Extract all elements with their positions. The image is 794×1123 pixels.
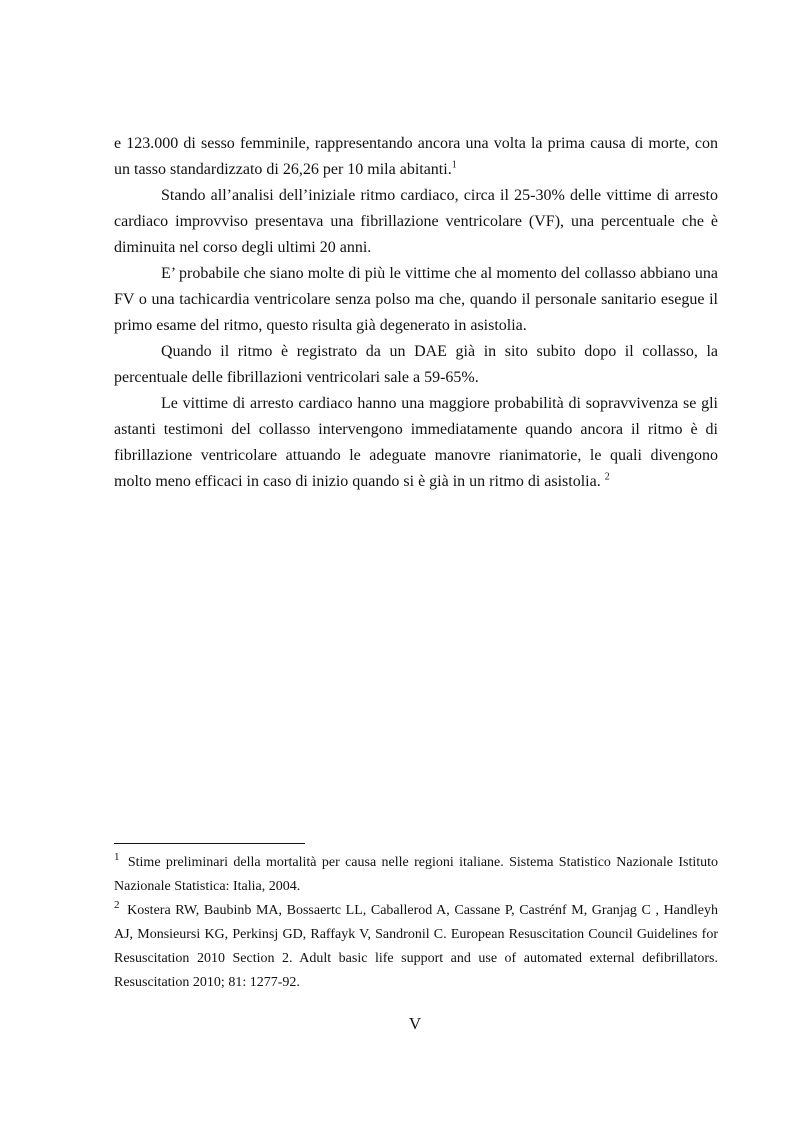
footnote-2-text: Kostera RW, Baubinb MA, Bossaertc LL, Caballerod A, Cassane P, Castrénf M, Granjag C , Handleyh AJ, Monsieursi KG, Perkinsj GD, Raffayk V, Sandronil C. European Resuscitation Council Guidelines for Resuscitation 2010 Section 2. Adult basic life support and use of automated external defibrillators. Resuscitation 2010; 81: 1277-92. <box>114 903 719 990</box>
paragraph-2: Stando all’analisi dell’iniziale ritmo cardiaco, circa il 25-30% delle vittime di arresto cardiaco improvviso presentava una fibrillazione ventricolare (VF), una percentuale che è diminuita nel corso degli ultimi 20 anni. <box>114 187 718 256</box>
footnotes <box>114 851 718 995</box>
body-text <box>114 131 718 495</box>
paragraph-5-text: Le vittime di arresto cardiaco hanno una maggiore probabilità di sopravvivenza se gli astanti testimoni del collasso intervengono immediatamente quando ancora il ritmo è di fibrillazione ventricolare attuando le adeguate manovre rianimatorie, le quali divengono molto meno efficaci in caso di inizio quando si è già in un ritmo di asistolia. <box>114 395 718 490</box>
footnote-1-mark: 1 <box>114 851 120 864</box>
footnote-ref-1[interactable]: 1 <box>451 159 457 171</box>
footnote-1 <box>114 851 718 899</box>
footnote-2-mark: 2 <box>114 899 120 912</box>
paragraph-3: E’ probabile che siano molte di più le vittime che al momento del collasso abbiano una FV o una tachicardia ventricolare senza polso ma che, quando il personale sanitario esegue il primo esame del ritmo, questo risulta già degenerato in asistolia. <box>114 265 718 334</box>
paragraph-1-text: e 123.000 di sesso femminile, rappresentando ancora una volta la prima causa di morte, con un tasso standardizzato di 26,26 per 10 mila abitanti. <box>114 135 718 178</box>
footnote-1-text: Stime preliminari della mortalità per causa nelle regioni italiane. Sistema Statistico Nazionale Istituto Nazionale Statistica: Italia, 2004. <box>114 855 719 894</box>
paragraph-5 <box>114 391 718 495</box>
page-number: V <box>408 1014 422 1033</box>
paragraph-1 <box>114 131 718 183</box>
footnote-2 <box>114 899 718 995</box>
footnote-separator <box>114 843 305 844</box>
footnote-ref-2[interactable]: 2 <box>604 471 610 483</box>
paragraph-4: Quando il ritmo è registrato da un DAE già in sito subito dopo il collasso, la percentuale delle fibrillazioni ventricolari sale a 59-65%. <box>114 343 718 386</box>
